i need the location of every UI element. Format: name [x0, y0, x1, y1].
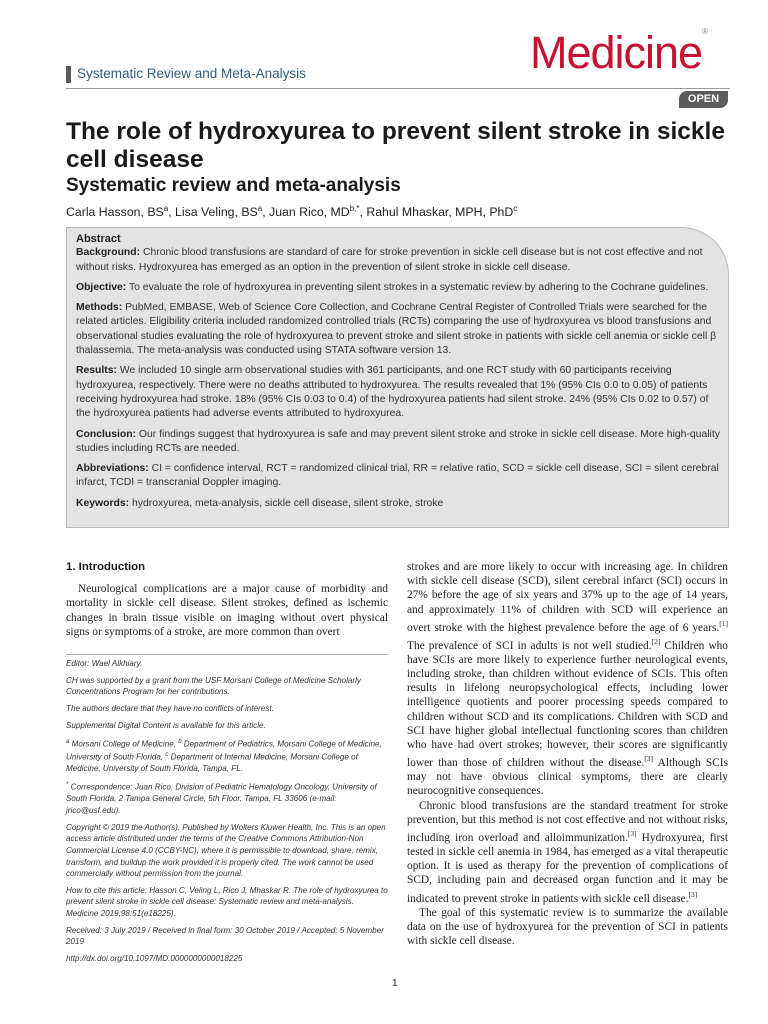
- affiliation-text: Department of Pediatrics, Morsani College of Medicine, University of South Florida,: [66, 739, 382, 762]
- abstract-section: [76, 301, 722, 358]
- abstract-section-text: CI = confidence interval, RCT = randomized clinical trial, RR = relative ratio, SCD = sickle cell disease, SCI = silent cerebral infarct, TCDI = transcranial Doppler imaging.: [76, 463, 719, 489]
- section-marker: [66, 66, 71, 83]
- section-heading-introduction: 1. Introduction: [66, 561, 146, 573]
- affiliation-text: Morsani College of Medicine,: [69, 739, 179, 749]
- abstract-section-label: Objective:: [76, 281, 127, 293]
- registered-mark: ®: [702, 27, 707, 36]
- open-access-badge: OPEN: [679, 91, 728, 108]
- section-label: Systematic Review and Meta-Analysis: [77, 66, 306, 81]
- abstract-section: [76, 462, 722, 491]
- author-affiliation-mark: a: [163, 204, 169, 213]
- author-name: Lisa Veling, BS: [175, 205, 258, 220]
- abstract-section-text: PubMed, EMBASE, Web of Science Core Collection, and Cochrane Central Register of Controlled Trials were searched for the related articles. Eligibility criteria included randomized controlled trials (RCTs) comparing the use of hydroxyurea vs blood transfusions and observational studies evaluating the role of hydroxyurea to prevent stroke and silent stroke in patients with sickle cell anemia or sickle cell β thalassemia. The meta-analysis was conducted using STATA software version 13.: [76, 302, 717, 357]
- citation-reference: [1]: [719, 618, 728, 628]
- abstract: [76, 232, 722, 517]
- body-text: strokes and are more likely to occur with increasing age. In children with sickle cell disease (SCD), silent cerebral infarct (SCI) occurs in 27% before the age of six years and 37% up to the age of 14 years, and approximately 11% of children with SCD will experience an overt stroke with the highest prevalence before the age of 6 years.: [407, 561, 728, 634]
- author-list: [66, 204, 517, 219]
- abstract-section-label: Keywords:: [76, 497, 130, 509]
- body-text: Although SCIs may not have obvious clinical symptoms, there are clearly neurocognitive consequences.: [407, 757, 728, 798]
- author-separator: ,: [359, 205, 367, 220]
- abstract-section-label: Background:: [76, 247, 141, 259]
- footnote-supplemental: Supplemental Digital Content is available for this article.: [66, 720, 266, 730]
- header-divider: [66, 88, 730, 89]
- affiliation-mark: b: [178, 738, 182, 745]
- author-affiliation-mark: c: [513, 204, 518, 213]
- journal-name: Medicine: [530, 27, 703, 78]
- footnote-dates: Received: 3 July 2019 / Received in final form: 30 October 2019 / Accepted: 5 November 2019: [66, 925, 384, 947]
- body-text: The goal of this systematic review is to summarize the available data on the use of hydroxyurea for the prevention of SCI in patients with sickle cell disease.: [407, 906, 728, 948]
- citation-reference: [3]: [644, 754, 654, 764]
- correspondence-mark: *: [66, 782, 69, 789]
- abstract-sections: [76, 246, 722, 511]
- abstract-section-label: Methods:: [76, 302, 123, 314]
- abstract-section-label: Results:: [76, 365, 117, 377]
- abstract-heading: Abstract: [76, 233, 121, 245]
- affiliation-mark: a: [66, 738, 70, 745]
- abstract-section: [76, 246, 722, 275]
- citation-reference: [3]: [627, 829, 637, 839]
- footnote-correspondence: [66, 780, 388, 816]
- journal-logo[interactable]: [530, 27, 707, 78]
- footnote-copyright: Copyright © 2019 the Author(s). Published by Wolters Kluwer Health, Inc. This is an open access article distributed under the terms of the Creative Commons Attribution-Non Commercial License 4.0 (CCBY-NC), where it is permissible to download, share, remix, transform, and buildup the work provided it is properly cited. The work cannot be used commercially without permission from the journal.: [66, 822, 386, 879]
- body-paragraph: [407, 799, 728, 906]
- footnote-editor: Editor: Wael Alkhiary.: [66, 659, 143, 668]
- left-column: [66, 560, 388, 639]
- page-number: 1: [392, 978, 398, 989]
- author-affiliation-mark: b,*: [349, 204, 360, 213]
- body-text: Chronic blood transfusions are the standard treatment for stroke prevention, but this method is not cost effective and not without risks, including iron overload and alloimmunization.: [407, 799, 728, 844]
- abstract-section-text: Our findings suggest that hydroxyurea is safe and may prevent silent stroke and stroke in sickle cell disease. More high-quality studies including RCTs are needed.: [76, 428, 720, 454]
- author-name: Carla Hasson, BS: [66, 205, 164, 220]
- author-separator: ,: [168, 205, 176, 220]
- author-name: Rahul Mhaskar, MPH, PhD: [366, 205, 514, 220]
- citation-reference: [2]: [651, 636, 661, 646]
- right-column: [407, 560, 728, 948]
- footnote-conflicts: The authors declare that they have no conflicts of interest.: [66, 704, 274, 714]
- abstract-section: [76, 281, 722, 295]
- abstract-section-text: hydroxyurea, meta-analysis, sickle cell disease, silent stroke, stroke: [129, 497, 444, 509]
- footnote-citation: How to cite this article: Hasson C, Veling L, Rico J, Mhaskar R. The role of hydroxyurea to prevent silent stroke in sickle cell disease: Systematic review and meta-analysis. Medicine 2019;98:51(e18225).: [66, 885, 388, 919]
- author-affiliation-mark: a: [257, 204, 263, 213]
- article-title: The role of hydroxyurea to prevent silent stroke in sickle cell disease: [66, 118, 725, 173]
- abstract-section-text: We included 10 single arm observational studies with 361 participants, and one RCT study with 60 participants receiving hydroxyurea, respectively. There were no deaths attributed to hydroxyurea. The results revealed that 1% (95% CIs 0.0 to 0.05) of patients receiving hydroxyurea had stroke. 18% (95% CIs 0.03 to 0.4) of the hydroxyurea patients had silent stroke. 24% (95% CIs 0.02 to 0.57) of the hydroxyurea patients had adverse events attributed to hydroxyurea.: [76, 365, 709, 420]
- body-paragraph: [407, 560, 728, 799]
- doi-link[interactable]: http://dx.doi.org/10.1097/MD.0000000000018225: [66, 954, 243, 964]
- footnote-divider: [66, 654, 388, 655]
- abstract-section-label: Abbreviations:: [76, 463, 149, 475]
- citation-reference: [3]: [688, 889, 698, 899]
- article-subtitle: Systematic review and meta-analysis: [66, 175, 401, 196]
- intro-paragraph: Neurological complications are a major cause of morbidity and mortality in sickle cell disease. Silent strokes, defined as ischemic changes in brain tissue visible on imaging without overt physical signs or symptoms of a stroke, are more common than overt: [66, 583, 388, 638]
- body-text: Children who have SCIs are more likely to experience further neurological events, including stroke, than children without evidence of SCIs. This often results in lifelong neuropsychological effects, including lower intelligence quotients and poorer processing speeds compared to children without SCD and its complications. Children with SCD and SCI have higher global intellectual functioning scores than children who have had overt strokes; however, their scores are significantly lower than those of children without the disease.: [407, 639, 728, 770]
- abstract-section-text: Chronic blood transfusions are standard of care for stroke prevention in sickle cell disease but is not cost effective and not without risks. Hydroxyurea has emerged as an option in the prevention of silent stroke in sickle cell disease.: [76, 247, 703, 273]
- affiliation-text: Department of Internal Medicine, Morsani College of Medicine, University of South Florida, Tampa, FL.: [66, 752, 358, 774]
- author-name: Juan Rico, MD: [269, 205, 350, 220]
- abstract-section-text: To evaluate the role of hydroxyurea in preventing silent strokes in a systematic review by adhering to the Cochrane guidelines.: [126, 281, 709, 293]
- abstract-section: [76, 497, 722, 511]
- abstract-section: [76, 428, 722, 457]
- abstract-section-label: Conclusion:: [76, 428, 137, 440]
- author-separator: ,: [262, 205, 270, 220]
- body-text: Hydroxyurea, first tested in sickle cell anemia in 1984, has emerged as a vital therapeutic option. It is used as therapy for the prevention of complications of SCD, including pain and decreased organ function and it may be indicated to prevent stroke in patients with sickle cell disease.: [407, 831, 728, 905]
- abstract-section: [76, 364, 722, 421]
- footnote-affiliations: [66, 737, 388, 775]
- footnote-funding: CH was supported by a grant from the USF Morsani College of Medicine Scholarly Concentrations Program for her contributions.: [66, 675, 361, 697]
- affiliation-mark: c: [165, 752, 169, 758]
- footnotes: [66, 658, 388, 970]
- body-paragraph: [407, 906, 728, 949]
- body-text: The prevalence of SCI in adults is not well studied.: [407, 639, 652, 652]
- correspondence-text: Correspondence: Juan Rico, Division of Pediatric Hematology Oncology, University of South Florida, 2 Tampa General Circle, 5th Floor, Tampa, FL 33606 (e-mail: jrico@usf.edu).: [66, 782, 377, 815]
